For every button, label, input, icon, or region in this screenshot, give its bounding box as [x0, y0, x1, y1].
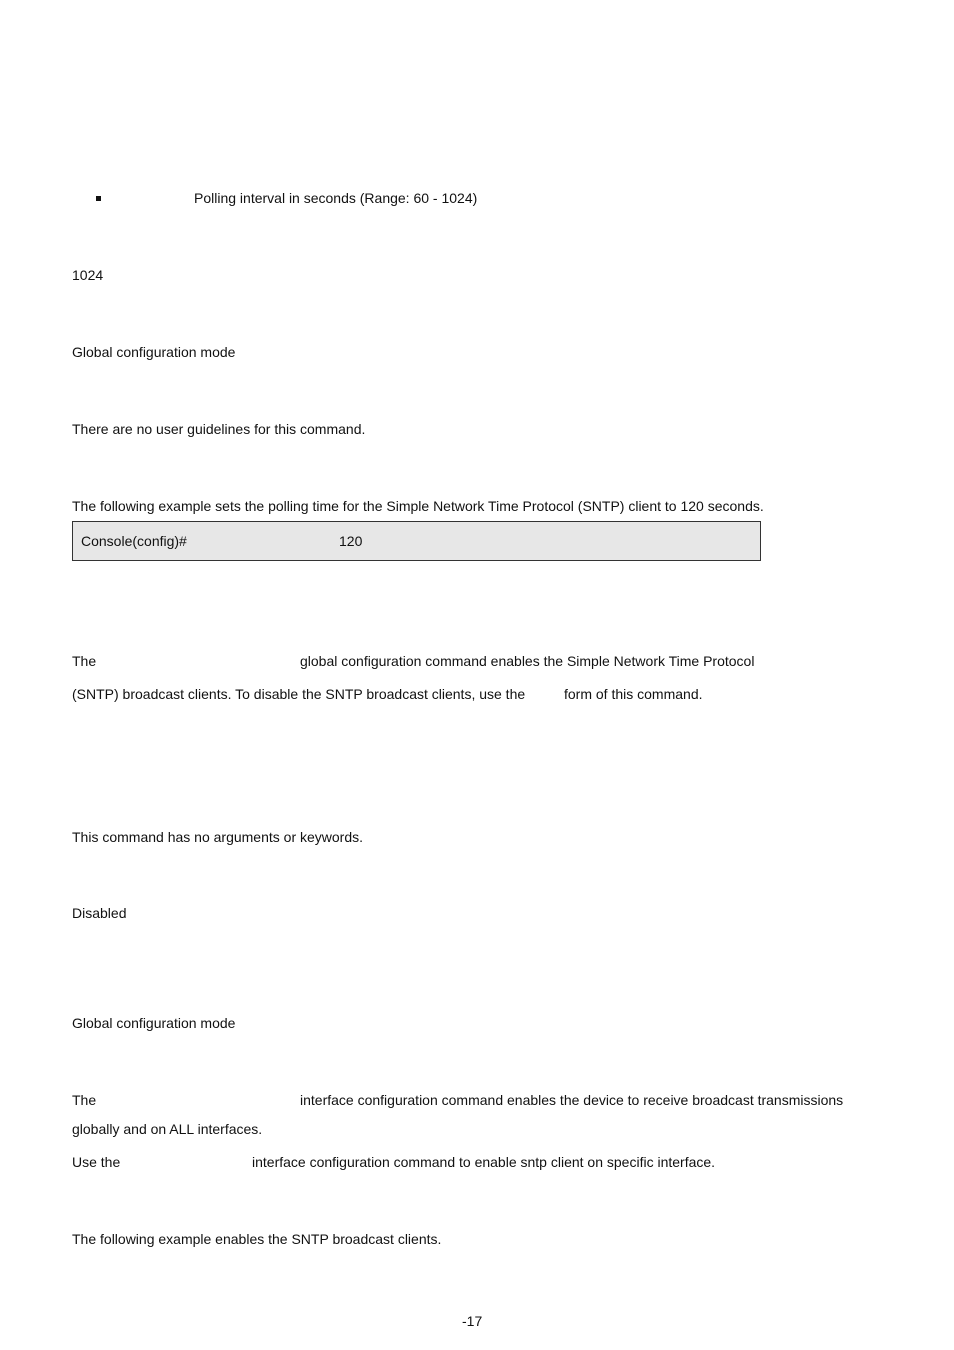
code-example-box — [72, 521, 761, 561]
console-argument: 120 — [339, 533, 363, 549]
command-mode: Global configuration mode — [72, 1015, 236, 1031]
default-value: Disabled — [72, 905, 127, 921]
example-intro: The following example sets the polling time for the Simple Network Time Protocol (SNTP) client to 120 seconds. — [72, 498, 764, 514]
guideline-line-3-end: interface configuration command to enable sntp client on specific interface. — [252, 1154, 716, 1170]
description-line-1-start: The — [72, 653, 97, 669]
command-mode: Global configuration mode — [72, 344, 236, 360]
description-line-2-start: (SNTP) broadcast clients. To disable the SNTP broadcast clients, use the — [72, 686, 526, 702]
default-value: 1024 — [72, 267, 104, 283]
description-line-2-end: form of this command. — [564, 686, 703, 702]
syntax-note: This command has no arguments or keywords. — [72, 829, 364, 845]
console-prompt: Console(config)# — [81, 533, 187, 549]
guideline-line-3-start: Use the — [72, 1154, 121, 1170]
parameter-description: Polling interval in seconds (Range: 60 - 1024) — [194, 190, 478, 206]
guideline-line-2: globally and on ALL interfaces. — [72, 1121, 263, 1137]
description-line-1-end: global configuration command enables the Simple Network Time Protocol — [300, 653, 755, 669]
user-guidelines: There are no user guidelines for this command. — [72, 421, 366, 437]
example-intro: The following example enables the SNTP broadcast clients. — [72, 1231, 442, 1247]
page-number: -17 — [462, 1313, 483, 1329]
guideline-line-1-end: interface configuration command enables the device to receive broadcast transmissions — [300, 1092, 844, 1108]
bullet-marker — [96, 196, 101, 201]
guideline-line-1-start: The — [72, 1092, 97, 1108]
